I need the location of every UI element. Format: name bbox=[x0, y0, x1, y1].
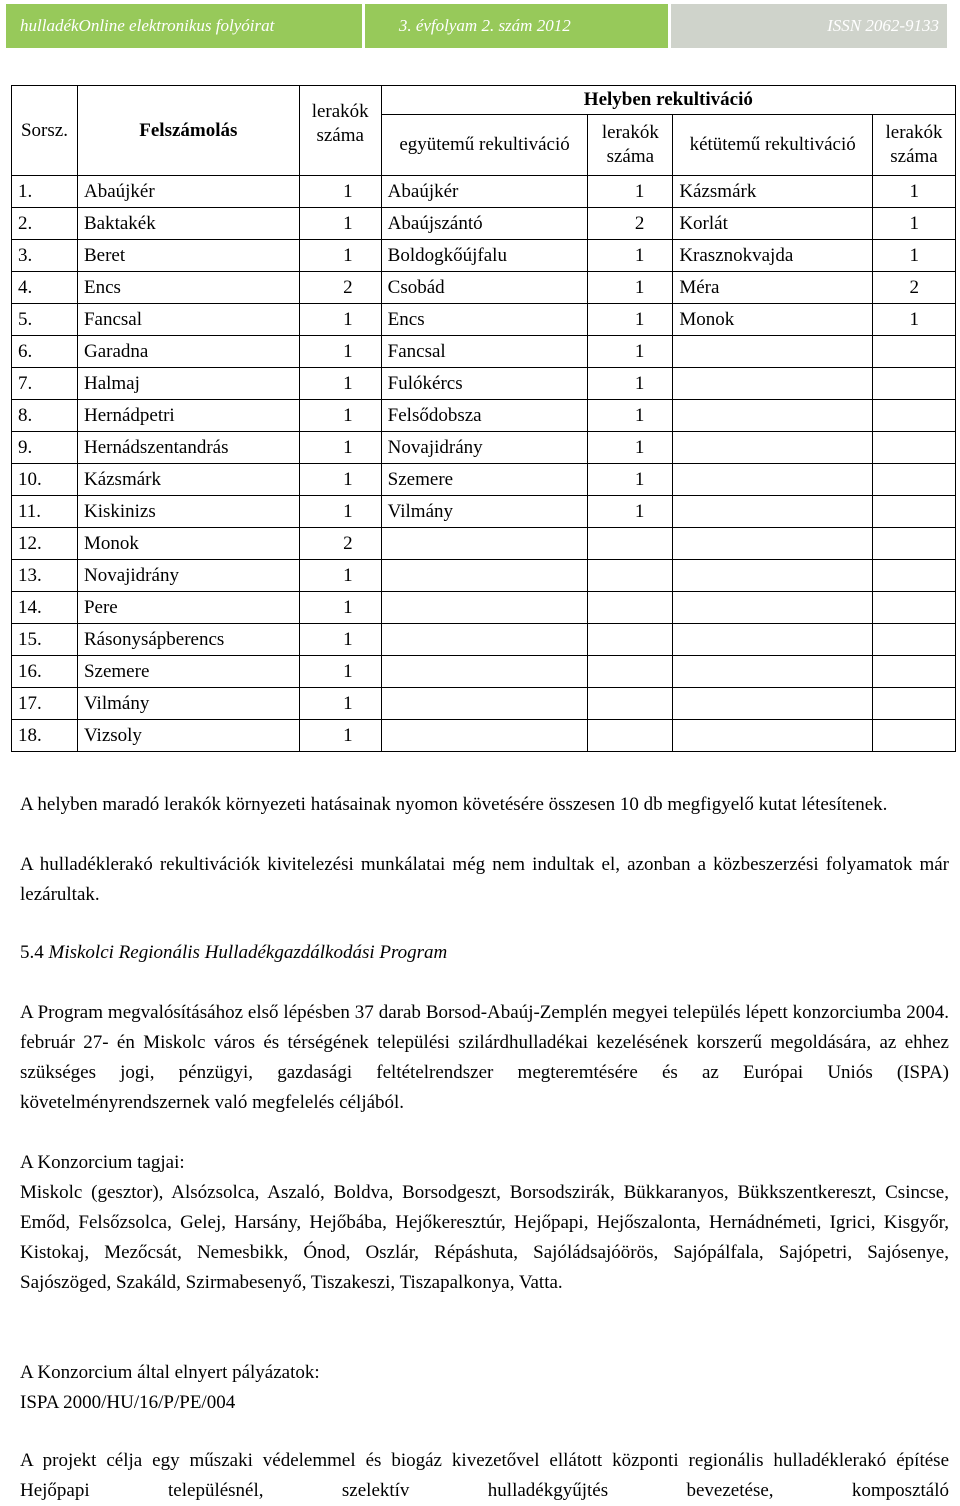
felszamolas-count-cell: 1 bbox=[299, 432, 381, 464]
table-row bbox=[12, 624, 956, 656]
felszamolas-cell: Rásonysápberencs bbox=[77, 624, 299, 656]
felszamolas-count-cell: 1 bbox=[299, 208, 381, 240]
egyutemu-cell bbox=[381, 624, 588, 656]
egyutemu-cell: Abaújkér bbox=[381, 176, 588, 208]
ketutemu-cell bbox=[673, 368, 873, 400]
egyutemu-cell: Novajidrány bbox=[381, 432, 588, 464]
egyutemu-count-cell: 1 bbox=[588, 176, 673, 208]
felszamolas-count-cell: 1 bbox=[299, 688, 381, 720]
felszamolas-cell: Hernádpetri bbox=[77, 400, 299, 432]
grants-label: A Konzorcium által elnyert pályázatok: bbox=[20, 1362, 320, 1383]
egyutemu-count-cell bbox=[588, 592, 673, 624]
felszamolas-cell: Monok bbox=[77, 528, 299, 560]
ketutemu-cell bbox=[673, 720, 873, 752]
ketutemu-cell bbox=[673, 688, 873, 720]
ketutemu-count-cell: 1 bbox=[873, 304, 956, 336]
table-row bbox=[12, 656, 956, 688]
journal-issue: 3. évfolyam 2. szám 2012 bbox=[365, 4, 668, 48]
ketutemu-count-cell bbox=[873, 432, 956, 464]
egyutemu-cell: Abaújszántó bbox=[381, 208, 588, 240]
ketutemu-cell bbox=[673, 432, 873, 464]
row-number: 13. bbox=[12, 560, 78, 592]
felszamolas-cell: Kázsmárk bbox=[77, 464, 299, 496]
ketutemu-count-cell bbox=[873, 528, 956, 560]
felszamolas-cell: Halmaj bbox=[77, 368, 299, 400]
table-row bbox=[12, 176, 956, 208]
ketutemu-cell: Krasznokvajda bbox=[673, 240, 873, 272]
row-number: 14. bbox=[12, 592, 78, 624]
paragraph-program: A Program megvalósításához első lépésben 37 darab Borsod-Abaúj-Zemplén megyei település lépett konzorciumba 2004. február 27- én Miskolc város és térségének települési szilárdhulladékai kezelésének korszerű megoldására, az ehhez szükséges jogi, pénzügyi, gazdasági feltételrendszer megteremtésére és az Európai Uniós (ISPA) követelményrendszernek való megfelelés céljából. bbox=[20, 1002, 949, 1113]
ketutemu-count-cell bbox=[873, 464, 956, 496]
row-number: 3. bbox=[12, 240, 78, 272]
row-number: 12. bbox=[12, 528, 78, 560]
egyutemu-cell bbox=[381, 560, 588, 592]
table-row bbox=[12, 336, 956, 368]
egyutemu-count-cell: 1 bbox=[588, 432, 673, 464]
felszamolas-count-cell: 1 bbox=[299, 400, 381, 432]
egyutemu-cell bbox=[381, 720, 588, 752]
egyutemu-count-cell: 1 bbox=[588, 304, 673, 336]
ketutemu-count-cell bbox=[873, 624, 956, 656]
ketutemu-cell bbox=[673, 496, 873, 528]
felszamolas-count-cell: 1 bbox=[299, 464, 381, 496]
felszamolas-count-cell: 1 bbox=[299, 560, 381, 592]
egyutemu-cell: Felsődobsza bbox=[381, 400, 588, 432]
egyutemu-count-cell: 1 bbox=[588, 272, 673, 304]
row-number: 1. bbox=[12, 176, 78, 208]
egyutemu-cell bbox=[381, 528, 588, 560]
ketutemu-count-cell bbox=[873, 368, 956, 400]
egyutemu-count-cell: 1 bbox=[588, 368, 673, 400]
ketutemu-count-cell bbox=[873, 400, 956, 432]
table-row bbox=[12, 400, 956, 432]
felszamolas-cell: Novajidrány bbox=[77, 560, 299, 592]
ketutemu-cell bbox=[673, 400, 873, 432]
felszamolas-cell: Fancsal bbox=[77, 304, 299, 336]
felszamolas-cell: Pere bbox=[77, 592, 299, 624]
egyutemu-count-cell bbox=[588, 656, 673, 688]
felszamolas-count-cell: 1 bbox=[299, 720, 381, 752]
header-lerakok-szama-2: lerakók száma bbox=[588, 115, 673, 176]
felszamolas-count-cell: 1 bbox=[299, 368, 381, 400]
table-row bbox=[12, 272, 956, 304]
ketutemu-count-cell: 1 bbox=[873, 208, 956, 240]
ketutemu-count-cell bbox=[873, 688, 956, 720]
ketutemu-cell bbox=[673, 560, 873, 592]
felszamolas-cell: Encs bbox=[77, 272, 299, 304]
felszamolas-count-cell: 1 bbox=[299, 240, 381, 272]
row-number: 10. bbox=[12, 464, 78, 496]
egyutemu-cell: Szemere bbox=[381, 464, 588, 496]
ketutemu-count-cell: 1 bbox=[873, 240, 956, 272]
row-number: 15. bbox=[12, 624, 78, 656]
felszamolas-cell: Vilmány bbox=[77, 688, 299, 720]
felszamolas-count-cell: 1 bbox=[299, 176, 381, 208]
egyutemu-count-cell bbox=[588, 560, 673, 592]
felszamolas-cell: Vizsoly bbox=[77, 720, 299, 752]
paragraph-monitoring: A helyben maradó lerakók környezeti hatásainak nyomon követésére összesen 10 db megfigyelő kutat létesítenek. bbox=[20, 794, 888, 815]
egyutemu-count-cell: 1 bbox=[588, 400, 673, 432]
header-egyutemu: együtemű rekultiváció bbox=[381, 115, 588, 176]
header-felszamolas: Felszámolás bbox=[77, 86, 299, 176]
row-number: 7. bbox=[12, 368, 78, 400]
row-number: 2. bbox=[12, 208, 78, 240]
header-lerakok-szama: lerakók száma bbox=[299, 86, 381, 176]
egyutemu-count-cell: 1 bbox=[588, 336, 673, 368]
ketutemu-count-cell bbox=[873, 560, 956, 592]
egyutemu-count-cell: 2 bbox=[588, 208, 673, 240]
row-number: 9. bbox=[12, 432, 78, 464]
ketutemu-cell bbox=[673, 624, 873, 656]
egyutemu-count-cell bbox=[588, 720, 673, 752]
ketutemu-count-cell: 1 bbox=[873, 176, 956, 208]
row-number: 6. bbox=[12, 336, 78, 368]
egyutemu-cell: Boldogkőújfalu bbox=[381, 240, 588, 272]
row-number: 5. bbox=[12, 304, 78, 336]
felszamolas-cell: Garadna bbox=[77, 336, 299, 368]
paragraph-works: A hulladéklerakó rekultivációk kivitelezési munkálatai még nem indultak el, azonban a közbeszerzési folyamatok már lezárultak. bbox=[20, 854, 949, 905]
table-row bbox=[12, 720, 956, 752]
journal-title: hulladékOnline elektronikus folyóirat bbox=[6, 4, 362, 48]
row-number: 11. bbox=[12, 496, 78, 528]
felszamolas-count-cell: 1 bbox=[299, 656, 381, 688]
row-number: 16. bbox=[12, 656, 78, 688]
members-list: Miskolc (gesztor), Alsózsolca, Aszaló, Boldva, Borsodgeszt, Borsodszirák, Bükkaranyos, Bükkszentkereszt, Csincse, Emőd, Felsőzsolca, Gelej, Harsány, Hejőbába, Hejőkeresztúr, Hejőpapi, Hejőszalonta, Hernádnémeti, Igrici, Kisgyőr, Kistokaj, Mezőcsát, Nemesbikk, Ónod, Oszlár, Répáshuta, Sajóládsajóörös, Sajópálfala, Sajópetri, Sajósenye, Sajószöged, Szakáld, Szirmabesenyő, Tiszakeszi, Tiszapalkonya, Vatta. bbox=[20, 1182, 949, 1293]
egyutemu-count-cell: 1 bbox=[588, 240, 673, 272]
table-row bbox=[12, 528, 956, 560]
row-number: 18. bbox=[12, 720, 78, 752]
felszamolas-cell: Abaújkér bbox=[77, 176, 299, 208]
grant-code: ISPA 2000/HU/16/P/PE/004 bbox=[20, 1392, 236, 1413]
table-row bbox=[12, 208, 956, 240]
table-row bbox=[12, 592, 956, 624]
ketutemu-cell bbox=[673, 592, 873, 624]
table-row bbox=[12, 496, 956, 528]
members-block bbox=[20, 1148, 949, 1298]
egyutemu-cell: Fancsal bbox=[381, 336, 588, 368]
table-row bbox=[12, 560, 956, 592]
row-number: 17. bbox=[12, 688, 78, 720]
row-number: 4. bbox=[12, 272, 78, 304]
egyutemu-cell bbox=[381, 592, 588, 624]
ketutemu-cell bbox=[673, 336, 873, 368]
egyutemu-count-cell: 1 bbox=[588, 496, 673, 528]
felszamolas-count-cell: 2 bbox=[299, 272, 381, 304]
header-sorsz: Sorsz. bbox=[12, 86, 78, 176]
egyutemu-count-cell bbox=[588, 688, 673, 720]
ketutemu-cell: Korlát bbox=[673, 208, 873, 240]
header-ketutemu: kétütemű rekultiváció bbox=[673, 115, 873, 176]
ketutemu-cell bbox=[673, 464, 873, 496]
egyutemu-count-cell bbox=[588, 624, 673, 656]
ketutemu-count-cell bbox=[873, 336, 956, 368]
table-row bbox=[12, 688, 956, 720]
header-helyben: Helyben rekultiváció bbox=[381, 86, 955, 115]
table-row bbox=[12, 464, 956, 496]
egyutemu-cell: Csobád bbox=[381, 272, 588, 304]
egyutemu-cell: Vilmány bbox=[381, 496, 588, 528]
members-label: A Konzorcium tagjai: bbox=[20, 1152, 185, 1173]
ketutemu-cell: Kázsmárk bbox=[673, 176, 873, 208]
ketutemu-count-cell bbox=[873, 656, 956, 688]
paragraph-project: A projekt célja egy műszaki védelemmel és biogáz kivezetővel ellátott központi regionális hulladéklerakó építése Hejőpapi településnél, szelektív hulladékgyűjtés bevezetése, komposztáló bbox=[20, 1450, 949, 1501]
ketutemu-count-cell bbox=[873, 720, 956, 752]
ketutemu-cell bbox=[673, 528, 873, 560]
felszamolas-cell: Szemere bbox=[77, 656, 299, 688]
table-row bbox=[12, 432, 956, 464]
ketutemu-cell: Monok bbox=[673, 304, 873, 336]
ketutemu-count-cell bbox=[873, 592, 956, 624]
felszamolas-cell: Hernádszentandrás bbox=[77, 432, 299, 464]
journal-header bbox=[6, 4, 947, 48]
ketutemu-count-cell: 2 bbox=[873, 272, 956, 304]
ketutemu-cell: Méra bbox=[673, 272, 873, 304]
header-lerakok-szama-3: lerakók száma bbox=[873, 115, 956, 176]
ketutemu-count-cell bbox=[873, 496, 956, 528]
felszamolas-count-cell: 1 bbox=[299, 304, 381, 336]
row-number: 8. bbox=[12, 400, 78, 432]
section-number: 5.4 bbox=[20, 942, 44, 963]
ketutemu-cell bbox=[673, 656, 873, 688]
felszamolas-count-cell: 1 bbox=[299, 592, 381, 624]
egyutemu-count-cell: 1 bbox=[588, 464, 673, 496]
felszamolas-cell: Baktakék bbox=[77, 208, 299, 240]
egyutemu-cell: Fulókércs bbox=[381, 368, 588, 400]
felszamolas-count-cell: 1 bbox=[299, 624, 381, 656]
felszamolas-count-cell: 1 bbox=[299, 496, 381, 528]
table-row bbox=[12, 304, 956, 336]
section-heading bbox=[20, 938, 949, 968]
egyutemu-cell bbox=[381, 688, 588, 720]
egyutemu-count-cell bbox=[588, 528, 673, 560]
egyutemu-cell: Encs bbox=[381, 304, 588, 336]
landfill-table bbox=[11, 85, 956, 752]
felszamolas-cell: Beret bbox=[77, 240, 299, 272]
felszamolas-cell: Kiskinizs bbox=[77, 496, 299, 528]
section-title: Miskolci Regionális Hulladékgazdálkodási Program bbox=[48, 942, 448, 963]
felszamolas-count-cell: 2 bbox=[299, 528, 381, 560]
table-row bbox=[12, 368, 956, 400]
journal-issn: ISSN 2062-9133 bbox=[671, 4, 947, 48]
felszamolas-count-cell: 1 bbox=[299, 336, 381, 368]
egyutemu-cell bbox=[381, 656, 588, 688]
table-row bbox=[12, 240, 956, 272]
